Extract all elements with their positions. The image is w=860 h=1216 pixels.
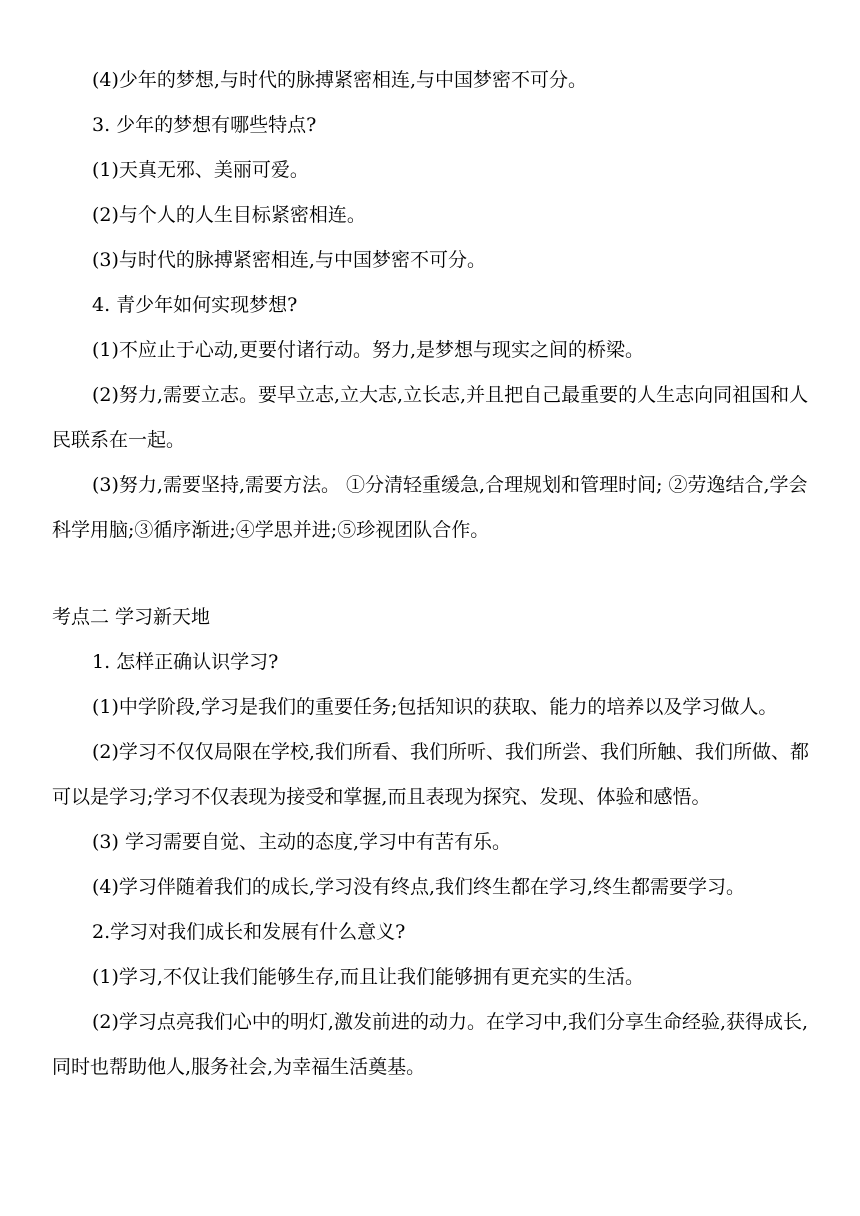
learning-point-1: (1)中学阶段,学习是我们的重要任务;包括知识的获取、能力的培养以及学习做人。 <box>92 696 778 718</box>
meaning-point-1: (1)学习,不仅让我们能够生存,而且让我们能够拥有更充实的生活。 <box>92 966 644 988</box>
feature-1: (1)天真无邪、美丽可爱。 <box>92 159 309 181</box>
learning-point-3: (3) 学习需要自觉、主动的态度,学习中有苦有乐。 <box>92 831 511 853</box>
learning-question-1: 1. 怎样正确认识学习? <box>92 651 279 673</box>
realize-point-1: (1)不应止于心动,更要付诸行动。努力,是梦想与现实之间的桥梁。 <box>92 339 644 361</box>
meaning-point-2: (2)学习点亮我们心中的明灯,激发前进的动力。在学习中,我们分享生命经验,获得成长,同时也帮助他人,服务社会,为幸福生活奠基。 <box>52 1011 809 1078</box>
section-spacer <box>52 553 812 595</box>
realize-point-3: (3)努力,需要坚持,需要方法。 ①分清轻重缓急,合理规划和管理时间; ②劳逸结合,学会科学用脑;③循序渐进;④学思并进;⑤珍视团队合作。 <box>52 474 808 541</box>
dream-point-4: (4)少年的梦想,与时代的脉搏紧密相连,与中国梦密不可分。 <box>92 69 587 91</box>
section-heading: 考点二 学习新天地 <box>52 606 211 628</box>
question-3-heading: 3. 少年的梦想有哪些特点? <box>92 114 317 136</box>
feature-3: (3)与时代的脉搏紧密相连,与中国梦密不可分。 <box>92 249 486 271</box>
document-page <box>52 58 812 1090</box>
question-4-heading: 4. 青少年如何实现梦想? <box>92 294 298 316</box>
learning-point-2: (2)学习不仅仅局限在学校,我们所看、我们所听、我们所尝、我们所触、我们所做、都可以是学习;学习不仅表现为接受和掌握,而且表现为探究、发现、体验和感悟。 <box>52 741 809 808</box>
realize-point-2: (2)努力,需要立志。要早立志,立大志,立长志,并且把自己最重要的人生志向同祖国和人民联系在一起。 <box>52 384 809 451</box>
feature-2: (2)与个人的人生目标紧密相连。 <box>92 204 366 226</box>
learning-question-2: 2.学习对我们成长和发展有什么意义? <box>92 921 406 943</box>
learning-point-4: (4)学习伴随着我们的成长,学习没有终点,我们终生都在学习,终生都需要学习。 <box>92 876 746 898</box>
